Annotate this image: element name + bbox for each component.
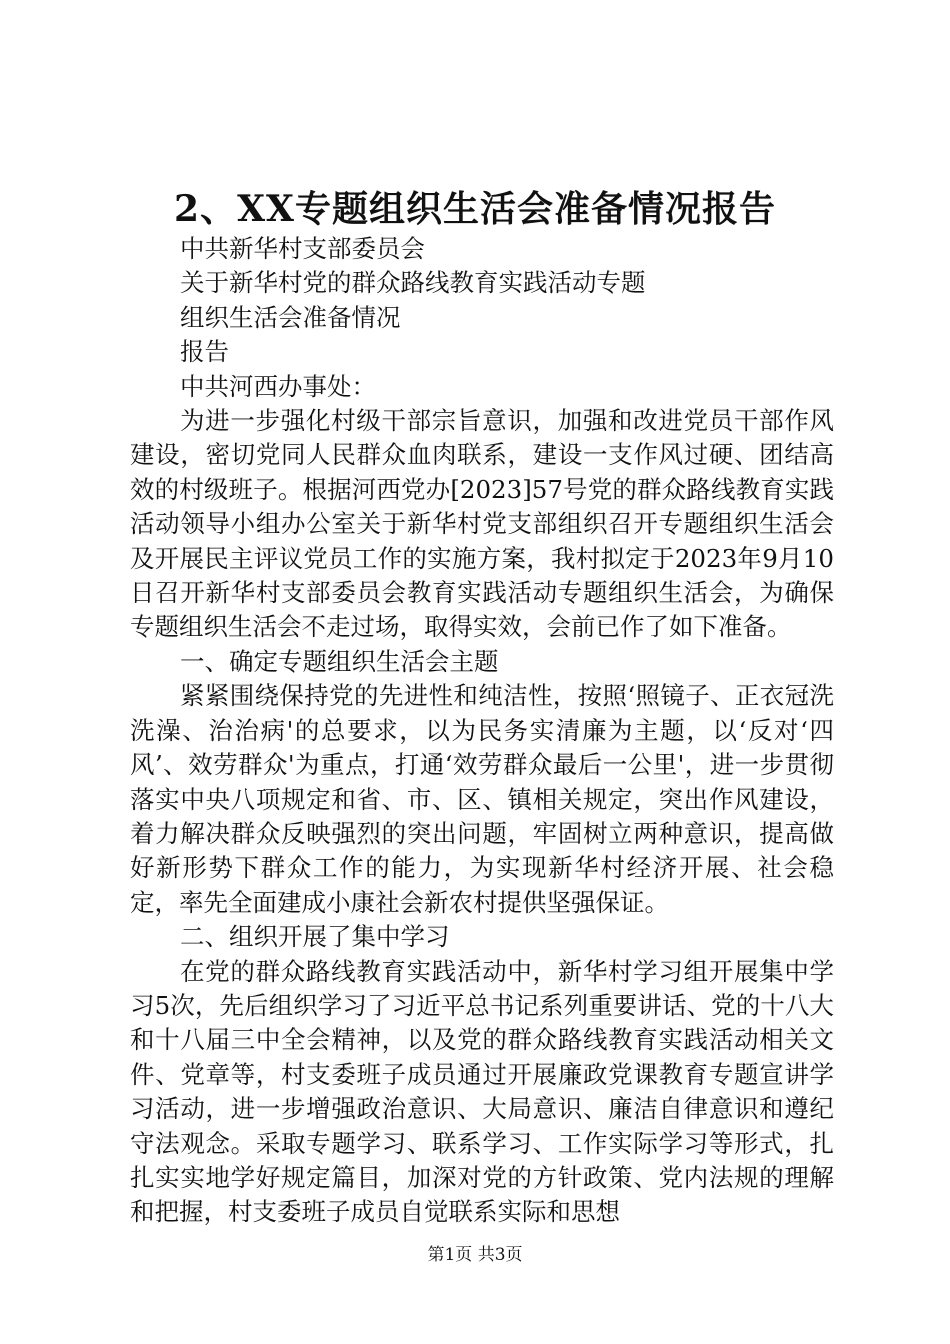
- header-line: 报告: [180, 337, 229, 367]
- header-line: 中共新华村支部委员会: [180, 234, 425, 263]
- addressee: 中共河西办事处：: [180, 371, 376, 401]
- section-heading: 一、确定专题组织生活会主题: [180, 646, 499, 676]
- header-line: 组织生活会准备情况: [180, 302, 401, 332]
- paragraph: 紧紧围绕保持党的先进性和纯洁性，按照‘照镜子、正衣冠洗洗澡、治治病'的总要求，以为民务实清廉为主题，以‘反对‘四风’、效劳群众'为重点，打通‘效劳群众最后一公里'，进一步贯彻落实中央八项规定和省、市、区、镇相关规定，突出作风建设，着力解决群众反映强烈的突出问题，牢固树立两种意识，提高做好新形势下群众工作的能力，为实现新华村经济开展、社会稳定，率先全面建成小康社会新农村提供坚强保证。: [130, 681, 834, 917]
- paragraph: 为进一步强化村级干部宗旨意识，加强和改进党员干部作风建设，密切党同人民群众血肉联系，建设一支作风过硬、团结高效的村级班子。根据河西党办[2023]57号党的群众路线教育实践活动领导小组办公室关于新华村党支部组织召开专题组织生活会及开展民主评议党员工作的实施方案，我村拟定于2023年9月10日召开新华村支部委员会教育实践活动专题组织生活会，为确保专题组织生活会不走过场，取得实效，会前已作了如下准备。: [130, 406, 834, 642]
- page-footer: 第1页 共3页: [427, 1245, 523, 1265]
- paragraph: 在党的群众路线教育实践活动中，新华村学习组开展集中学习5次，先后组织学习了习近平总书记系列重要讲话、党的十八大和十八届三中全会精神，以及党的群众路线教育实践活动相关文件、党章等，村支委班子成员通过开展廉政党课教育专题宣讲学习活动，进一步增强政治意识、大局意识、廉洁自律意识和遵纪守法观念。采取专题学习、联系学习、工作实际学习等形式，扎扎实实地学好规定篇目，加深对党的方针政策、党内法规的理解和把握，村支委班子成员自觉联系实际和思想: [130, 956, 834, 1227]
- header-line: 关于新华村党的群众路线教育实践活动专题: [180, 268, 646, 298]
- section-heading: 二、组织开展了集中学习: [180, 922, 450, 952]
- document-body: [130, 232, 834, 1230]
- document-title: 2、XX专题组织生活会准备情况报告: [174, 188, 776, 230]
